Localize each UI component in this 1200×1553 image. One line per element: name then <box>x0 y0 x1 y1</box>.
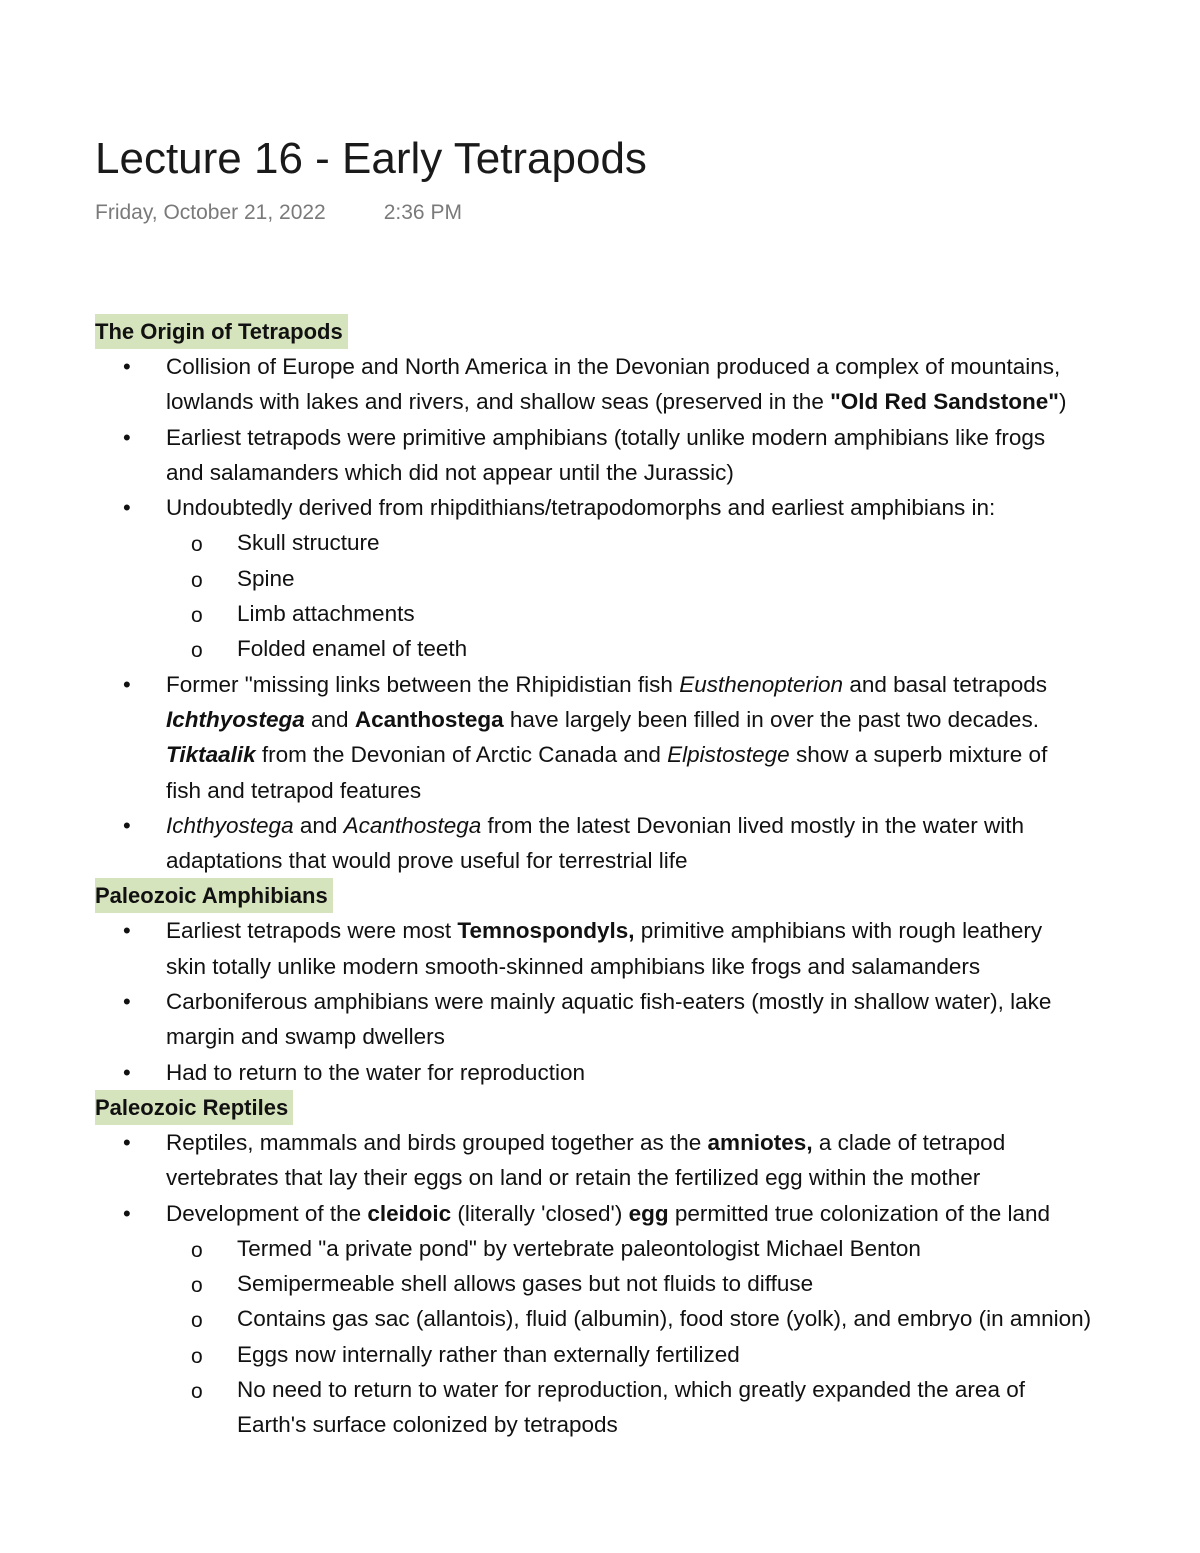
section <box>95 1090 1200 1443</box>
sub-list-item: o Folded enamel of teeth <box>95 631 1200 666</box>
list-item: • Earliest tetrapods were most Temnospondyls, primitive amphibians with rough leathery <box>95 913 1200 948</box>
bullet-list <box>95 349 1200 878</box>
list-item: • Ichthyostega and Acanthostega from the latest Devonian lived mostly in the water with <box>95 808 1200 843</box>
list-item: and salamanders which did not appear until the Jurassic) <box>166 459 734 485</box>
list-item: • Collision of Europe and North America in the Devonian produced a complex of mountains, <box>95 349 1200 384</box>
sub-list-item: Earth's surface colonized by tetrapods <box>237 1412 618 1438</box>
sub-list-item: o Limb attachments <box>95 596 1200 631</box>
list-item: • Carboniferous amphibians were mainly aquatic fish-eaters (mostly in shallow water), lake <box>95 984 1200 1019</box>
section <box>95 314 1200 878</box>
list-item: margin and swamp dwellers <box>166 1024 445 1050</box>
list-item: adaptations that would prove useful for terrestrial life <box>166 848 688 874</box>
list-item: • Reptiles, mammals and birds grouped together as the amniotes, a clade of tetrapod <box>95 1125 1200 1160</box>
sub-list-item: o Contains gas sac (allantois), fluid (albumin), food store (yolk), and embryo (in amnion) <box>95 1301 1200 1336</box>
sub-list-item: o Spine <box>95 561 1200 596</box>
section-heading: The Origin of Tetrapods <box>95 314 348 349</box>
section-heading: Paleozoic Amphibians <box>95 878 333 913</box>
list-item: Ichthyostega and Acanthostega have largely been filled in over the past two decades. <box>166 706 1039 732</box>
sub-list-item: o Semipermeable shell allows gases but not fluids to diffuse <box>95 1266 1200 1301</box>
list-item: vertebrates that lay their eggs on land or retain the fertilized egg within the mother <box>166 1165 981 1191</box>
note-body <box>95 314 1200 1443</box>
list-item: fish and tetrapod features <box>166 777 422 803</box>
list-item: lowlands with lakes and rivers, and shallow seas (preserved in the "Old Red Sandstone") <box>166 389 1067 415</box>
list-item: skin totally unlike modern smooth-skinned amphibians like frogs and salamanders <box>166 953 981 979</box>
sub-list-item: o No need to return to water for reproduction, which greatly expanded the area of <box>95 1372 1200 1407</box>
list-item: • Earliest tetrapods were primitive amphibians (totally unlike modern amphibians like frogs <box>95 420 1200 455</box>
note-time: 2:36 PM <box>383 201 462 224</box>
note-date: Friday, October 21, 2022 <box>95 201 326 224</box>
sub-list-item: o Eggs now internally rather than externally fertilized <box>95 1337 1200 1372</box>
section-heading: Paleozoic Reptiles <box>95 1090 293 1125</box>
section <box>95 878 1200 1089</box>
list-item: • Undoubtedly derived from rhipdithians/tetrapodomorphs and earliest amphibians in: <box>95 490 1200 525</box>
list-item: • Former "missing links between the Rhipidistian fish Eusthenopterion and basal tetrapods <box>95 667 1200 702</box>
list-item: • Had to return to the water for reproduction <box>95 1055 1200 1090</box>
sub-list-item: o Termed "a private pond" by vertebrate paleontologist Michael Benton <box>95 1231 1200 1266</box>
bullet-list <box>95 1125 1200 1443</box>
page-title: Lecture 16 - Early Tetrapods <box>95 134 647 183</box>
bullet-list <box>95 913 1200 1089</box>
sub-list-item: o Skull structure <box>95 525 1200 560</box>
list-item: • Development of the cleidoic (literally 'closed') egg permitted true colonization of the land <box>95 1196 1200 1231</box>
note-timestamp <box>95 199 462 227</box>
list-item: Tiktaalik from the Devonian of Arctic Canada and Elpistostege show a superb mixture of <box>166 742 1048 768</box>
